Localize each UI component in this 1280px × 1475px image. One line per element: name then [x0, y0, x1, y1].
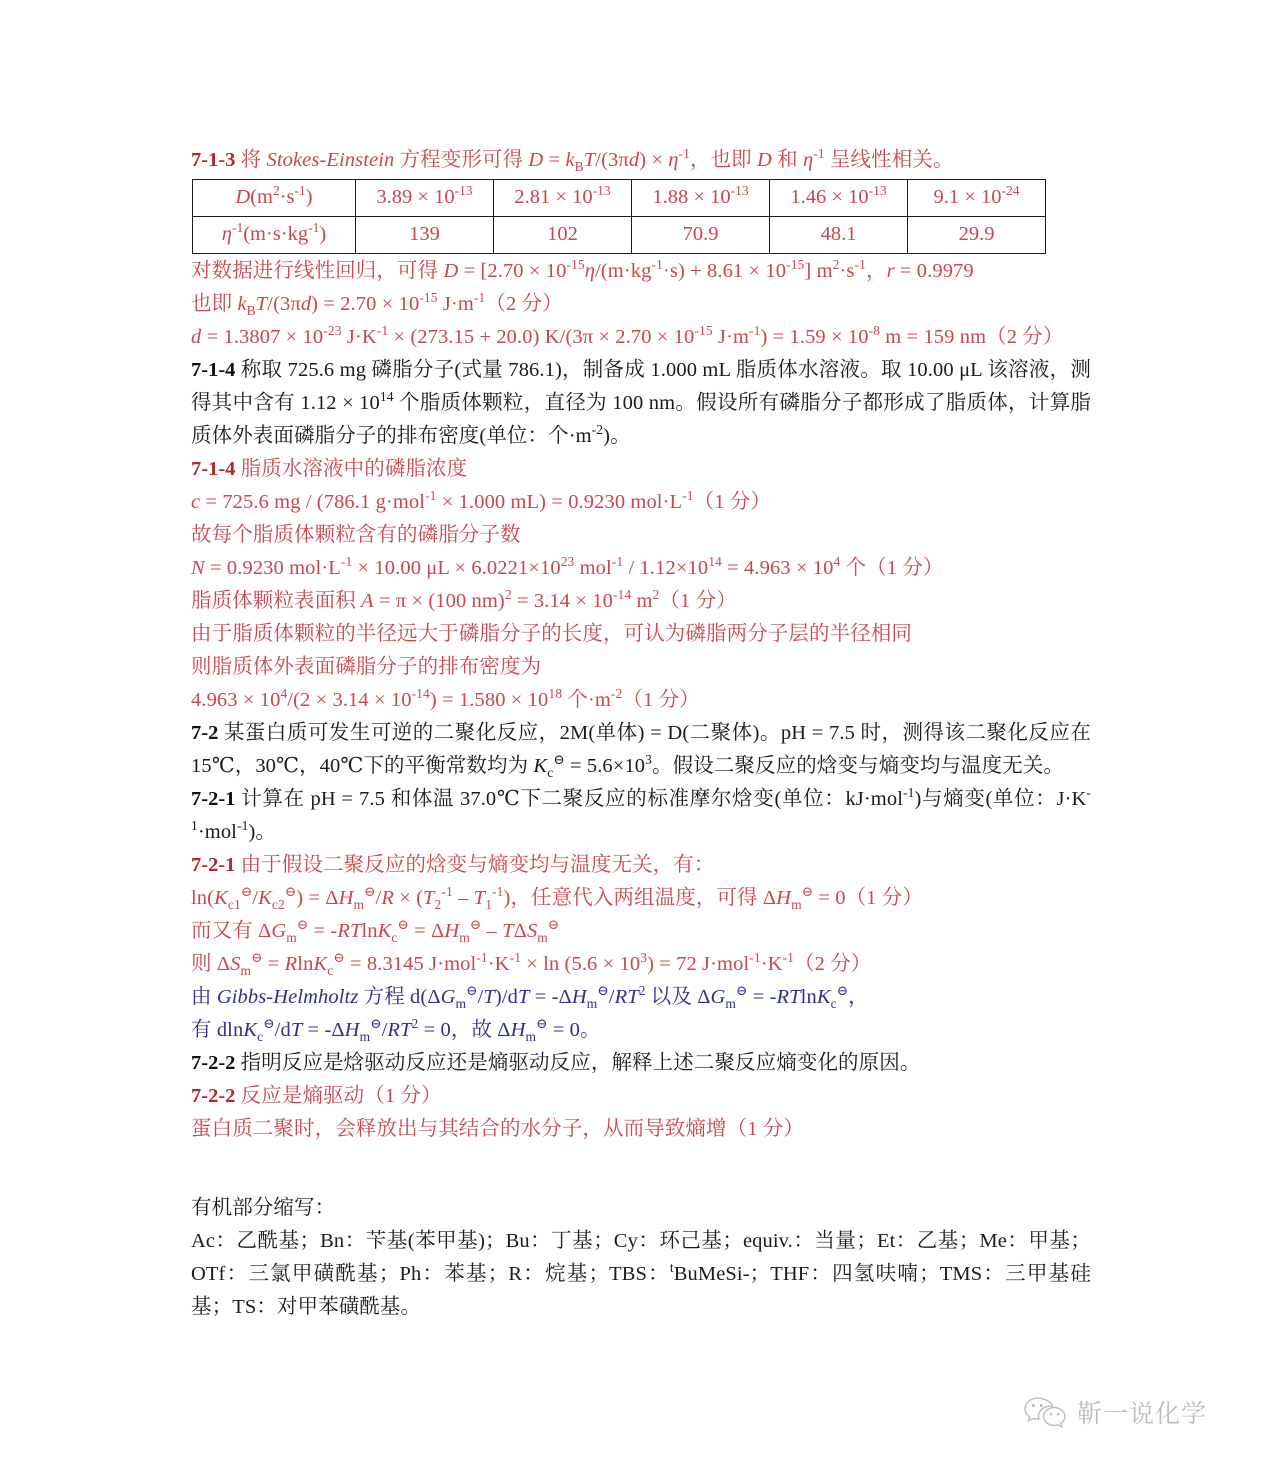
question-7-2-2-label: 7-2-2: [191, 1052, 236, 1074]
answer-7-2-1-line-3: 则 $\Delta S_m^⊖ = RlnK_c^⊖ = 8.3145$ $J\cdot mol^{-1}\cdot K^{-1} \times \ln (5.6 \times 10^3) = 72$ $J\cdot mol^{-1}\cdot K^{-1}(2$ 分）: [191, 950, 872, 979]
answer-7-2-1-line-1: $\ln(K_{c1}^⊖/K_{c2}^⊖) = \Delta H_m^⊖/R \times (T_2^{-1} - T_1^{-1})$，任意代入两组温度，可得 $\Delta H_m^⊖ = 0(1$ 分）: [191, 884, 923, 913]
row-header-diffusion: $D(m^2\cdot s^{-1})$: [193, 180, 356, 217]
answer-7-1-3-intro: [191, 144, 1091, 177]
table-cell: $1.88 \times 10^{-13}$: [632, 180, 770, 217]
answer-7-2-1-note-line-1: 由 Gibbs-Helmholtz 方程 $d(\Delta G_m^⊖/T)/dT = -\Delta H_m^⊖/RT^2$ 以及 $\Delta G_m^⊖ = -RTlnK_c^⊖$，: [191, 983, 869, 1012]
question-7-2-1-text: 计算在 pH = 7.5 和体温 37.0℃下二聚反应的标准摩尔焓变(单位：kJ·mol$^{-1}$)与熵变(单位：$J\cdot K^{-1}\cdot mol^{-1}$)。: [191, 785, 1091, 843]
answer-7-2-1-line-2: 而又有 $\Delta G_m^⊖ = -RTlnK_c^⊖ = \Delta H_m^⊖ - T\Delta S_m^⊖$: [191, 917, 560, 946]
watermark: [1022, 1394, 1207, 1430]
answer-7-1-4-line-5: 由于脂质体颗粒的半径远大于磷脂分子的长度，可认为磷脂两分子层的半径相同: [191, 623, 912, 645]
answer-7-2-2-title-text: 反应是熵驱动（1 分）: [240, 1085, 442, 1107]
answer-7-1-4-line-4: 脂质体颗粒表面积 A = π × (100 $nm)^2 = 3.14 \times 10^{-14}$ $m^2(1$ 分）: [191, 587, 737, 612]
answer-7-1-4-line-2: 故每个脂质体颗粒含有的磷脂分子数: [191, 524, 521, 546]
answer-7-1-3-line-3: $d = 1.3807 \times 10^{-23}$ $J\cdot K^{-1} \times (273.15 + 20.0) K/(3\pi \times 2.70 \times 10^{-15}$ $J\cdot m^{-1}) = 1.59 \times 10^{-8}$ m = 159 nm（2 分）: [191, 323, 1064, 348]
table-body: [193, 180, 1046, 254]
question-7-2: [191, 717, 1091, 783]
abbreviations-heading: 有机部分缩写：: [191, 1197, 336, 1219]
question-7-2-label: 7-2: [191, 722, 219, 744]
document-content: [191, 144, 1091, 1324]
table-cell: 102: [494, 217, 632, 254]
question-7-1-4-label: 7-1-4: [191, 359, 236, 381]
answer-7-1-3-label: 7-1-3: [191, 149, 236, 171]
question-7-1-4: [191, 354, 1091, 453]
question-7-1-4-text: 称取 725.6 mg 磷脂分子(式量 786.1)，制备成 1.000 mL 脂质体水溶液。取 10.00 μL 该溶液，测得其中含有 $1.12 \times 10^{14}$ 个脂质体颗粒，直径为 100 nm。假设所有磷脂分子都形成了脂质体，计算脂质体外表面磷脂分子的排布密度(单位：个$\cdot m^{-2}$)。: [191, 359, 1091, 447]
question-7-2-1: [191, 783, 1091, 849]
table-cell: $3.89 \times 10^{-13}$: [356, 180, 494, 217]
answer-7-2-1-title: [191, 849, 1091, 882]
abbreviations-body: Ac：乙酰基；Bn：苄基(苯甲基)；Bu：丁基；Cy：环己基；equiv.：当量；Et：乙基；Me：甲基；OTf：三氯甲磺酰基；Ph：苯基；R：烷基；TBS：$^t$BuMeSi-；THF：四氢呋喃；TMS：三甲基硅基；TS：对甲苯磺酰基。: [191, 1230, 1091, 1318]
table-cell: $2.81 \times 10^{-13}$: [494, 180, 632, 217]
row-header-inverse-viscosity: $\eta^{-1}(m\cdot s\cdot kg^{-1})$: [193, 217, 356, 254]
table-cell: 139: [356, 217, 494, 254]
answer-7-1-4-label: 7-1-4: [191, 458, 236, 480]
answer-7-2-2-title: [191, 1080, 1091, 1113]
answer-7-2-1-title-text: 由于假设二聚反应的焓变与熵变均与温度无关，有：: [240, 854, 715, 876]
answer-7-2-2-label: 7-2-2: [191, 1085, 236, 1107]
answer-7-2-1-note-line-2: 有 $dlnK_c^⊖/dT = -\Delta H_m^⊖/RT^2 = 0$，故 $\Delta H_m^⊖ = 0$。: [191, 1016, 601, 1045]
table-cell: 29.9: [908, 217, 1046, 254]
watermark-text: 靳一说化学: [1077, 1401, 1208, 1428]
table-cell: 48.1: [770, 217, 908, 254]
table-row: [193, 180, 1046, 217]
stokes-einstein-data-table: [192, 179, 1046, 254]
question-7-2-2: [191, 1047, 1091, 1080]
table-row: [193, 217, 1046, 254]
answer-7-1-3-line-1: 对数据进行线性回归，可得 $D = [2.70 \times 10^{-15}\eta/(m\cdot kg^{-1}\cdot s) + 8.61 \times 10^{-15}]$ $m^2\cdot s^{-1}$，r = 0.9979: [191, 257, 974, 282]
question-7-2-2-text: 指明反应是焓驱动反应还是熵驱动反应，解释上述二聚反应熵变化的原因。: [240, 1052, 921, 1074]
answer-7-1-3-text: 将 Stokes-Einstein 方程变形可得 $D = k_BT/(3\pi d) \times \eta^{-1}$，也即 D 和 $\eta^{-1}$ 呈线性相关。: [240, 146, 954, 175]
table-cell: 70.9: [632, 217, 770, 254]
table-cell: $9.1 \times 10^{-24}$: [908, 180, 1046, 217]
answer-7-1-4-line-7: $4.963 \times 10^4/(2 \times 3.14 \times 10^{-14}) = 1.580 \times 10^{18}$ 个$\cdot m^{-2}(1$ 分）: [191, 686, 700, 711]
answer-7-1-4-line-1: c = 725.6 mg / (786.1 g·mol$^{-1}$ × 1.000 mL) = 0.9230 $mol\cdot L^{-1}(1$ 分）: [191, 488, 771, 513]
answer-7-1-4-line-6: 则脂质体外表面磷脂分子的排布密度为: [191, 656, 542, 678]
answer-7-2-2-line-1: 蛋白质二聚时，会释放出与其结合的水分子，从而导致熵增（1 分）: [191, 1118, 804, 1140]
table-cell: $1.46 \times 10^{-13}$: [770, 180, 908, 217]
answer-7-1-4-title: [191, 453, 1091, 486]
answer-7-1-4-title-text: 脂质水溶液中的磷脂浓度: [240, 458, 468, 480]
answer-7-1-3-line-2: 也即 $k_BT/(3\pi d) = 2.70 \times 10^{-15}$ $J\cdot m^{-1}(2$ 分）: [191, 290, 563, 319]
answer-7-1-4-line-3: N = 0.9230 $mol\cdot L^{-1} \times 10.00$ $\mu L \times 6.0221\times 10^{23}$ $mol^{-1} / 1.12\times 10^{14} = 4.963 \times 10^4$ 个（1 分）: [191, 554, 944, 579]
question-7-2-text: 某蛋白质可发生可逆的二聚化反应，2M(单体) = D(二聚体)。pH = 7.5 时，测得该二聚化反应在 15℃，30℃，40℃下的平衡常数均为 $K_c^⊖ = 5.6\times 10^3$。假设二聚反应的焓变与熵变均与温度无关。: [191, 722, 1091, 781]
section-spacer: [191, 1146, 1091, 1192]
wechat-icon: [1022, 1395, 1068, 1429]
answer-7-2-1-label: 7-2-1: [191, 854, 236, 876]
question-7-2-1-label: 7-2-1: [191, 788, 236, 810]
